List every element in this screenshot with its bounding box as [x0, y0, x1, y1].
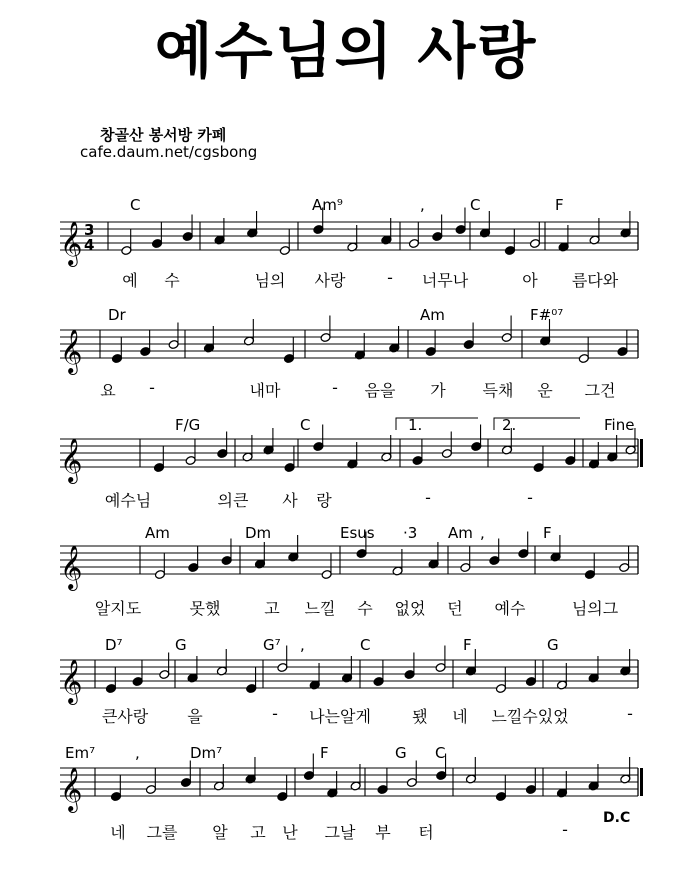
- staff-system: [60, 545, 638, 591]
- treble-clef-icon: 𝄞: [60, 329, 83, 373]
- chord-symbol: C: [130, 196, 141, 214]
- chord-symbol: C: [300, 416, 311, 434]
- lyric-syllable: 고: [264, 599, 280, 618]
- lyric-syllable: 됐: [412, 707, 428, 726]
- note-group: [153, 425, 636, 473]
- lyric-syllable: -: [425, 488, 431, 507]
- note-group: [121, 208, 631, 256]
- chord-symbol: F: [555, 196, 564, 214]
- chord-symbol: Dm: [245, 524, 272, 542]
- lyric-syllable: 님의: [254, 271, 286, 290]
- lyric-syllable: 네: [110, 823, 126, 842]
- lyric-syllable: 가: [430, 381, 446, 400]
- da-capo-label: D.C: [603, 810, 631, 826]
- lyric-syllable: -: [627, 704, 633, 723]
- lyric-syllable: -: [149, 378, 155, 397]
- chord-symbol: ·3: [403, 524, 418, 542]
- chord-symbol: Am: [448, 524, 473, 542]
- staff-system: [60, 221, 638, 267]
- lyric-syllable: 그건: [584, 381, 616, 400]
- lyric-syllable: 그를: [146, 823, 178, 842]
- chord-symbol: Em⁷: [65, 744, 96, 762]
- chord-symbol: G: [395, 744, 407, 762]
- note-group: [154, 532, 629, 580]
- chord-symbol: C: [435, 744, 446, 762]
- chord-symbol: C: [360, 636, 371, 654]
- lyric-syllable: 알: [212, 823, 228, 842]
- chord-symbol: Esus: [340, 524, 375, 542]
- lyric-syllable: 사: [282, 491, 298, 510]
- lyric-syllable: -: [332, 378, 338, 397]
- chord-symbol: F#⁰⁷: [530, 306, 564, 324]
- chord-symbol: ,: [420, 196, 425, 214]
- lyric-syllable: 의큰: [217, 491, 249, 510]
- lyric-syllable: -: [562, 820, 568, 839]
- lyric-syllable: 큰사랑: [101, 707, 149, 726]
- final-barline: [640, 439, 643, 467]
- chord-symbol: Am⁹: [312, 196, 343, 214]
- lyric-syllable: 득채: [482, 381, 514, 400]
- lyric-syllable: 고: [250, 823, 266, 842]
- lyric-syllable: 터: [418, 823, 434, 842]
- chord-symbol: F: [320, 744, 329, 762]
- chord-symbol: G: [547, 636, 559, 654]
- chord-symbol: ,: [135, 744, 140, 762]
- lyric-syllable: 던: [447, 599, 463, 618]
- lyric-syllable: 수: [164, 271, 180, 290]
- lyric-syllable: 운: [537, 381, 553, 400]
- lyric-syllable: 부: [375, 823, 391, 842]
- treble-clef-icon: 𝄞: [60, 221, 83, 265]
- lyric-syllable: 없었: [394, 599, 426, 618]
- final-barline: [640, 768, 643, 796]
- chord-symbol: D⁷: [105, 636, 123, 654]
- cafe-name: 창골산 봉서방 카페: [100, 126, 227, 144]
- time-signature-top: 3: [84, 221, 95, 239]
- lyric-syllable: 님의그: [571, 599, 619, 618]
- lyric-syllable: 름다와: [571, 271, 619, 290]
- lyric-syllable: 랑: [316, 491, 332, 510]
- lyric-syllable: 을: [187, 707, 203, 726]
- song-title: 예수님의 사랑: [154, 17, 538, 87]
- lyric-syllable: 알지도: [94, 599, 142, 618]
- treble-clef-icon: 𝄞: [60, 545, 83, 589]
- note-group: [110, 754, 630, 802]
- chord-symbol: ,: [480, 524, 485, 542]
- lyric-syllable: 느낄: [304, 599, 336, 618]
- lyric-syllable: -: [272, 704, 278, 723]
- treble-clef-icon: 𝄞: [60, 767, 83, 811]
- lyric-syllable: 요: [100, 381, 116, 400]
- lyric-syllable: 느낄수있었: [491, 707, 569, 726]
- lyric-syllable: 내마: [249, 381, 281, 400]
- chord-symbol: G: [175, 636, 187, 654]
- lyric-syllable: 수: [357, 599, 373, 618]
- chord-symbol: ,: [300, 636, 305, 654]
- chord-symbol: Am: [420, 306, 445, 324]
- chord-symbol: 2.: [502, 416, 517, 434]
- chord-symbol: F: [543, 524, 552, 542]
- time-signature-bottom: 4: [84, 236, 95, 254]
- lyric-syllable: 예수님: [104, 491, 152, 510]
- treble-clef-icon: 𝄞: [60, 659, 83, 703]
- treble-clef-icon: 𝄞: [60, 438, 83, 482]
- lyric-syllable: 난: [282, 823, 298, 842]
- lyric-syllable: 아: [522, 271, 538, 290]
- lyric-syllable: 예: [122, 271, 138, 290]
- lyric-syllable: -: [387, 268, 393, 287]
- chord-symbol: 1.: [408, 416, 423, 434]
- lyric-syllable: 너무나: [421, 271, 469, 290]
- chord-symbol: Fine: [604, 416, 635, 434]
- lyric-syllable: 사랑: [314, 271, 346, 290]
- chord-symbol: C: [470, 196, 481, 214]
- chord-symbol: G⁷: [263, 636, 281, 654]
- lyric-syllable: 예수: [494, 599, 526, 618]
- lyric-syllable: 못했: [189, 599, 221, 618]
- chord-symbol: Dr: [108, 306, 126, 324]
- cafe-url: cafe.daum.net/cgsbong: [80, 143, 258, 161]
- lyric-syllable: -: [527, 488, 533, 507]
- staff-system: [60, 659, 638, 705]
- lyric-syllable: 그날: [324, 823, 356, 842]
- chord-symbol: Am: [145, 524, 170, 542]
- chord-symbol: F/G: [175, 416, 201, 434]
- chord-symbol: Dm⁷: [190, 744, 223, 762]
- lyric-syllable: 음을: [364, 381, 396, 400]
- chord-symbol: F: [463, 636, 472, 654]
- lyric-syllable: 네: [452, 707, 468, 726]
- lyric-syllable: 나는알게: [309, 707, 371, 726]
